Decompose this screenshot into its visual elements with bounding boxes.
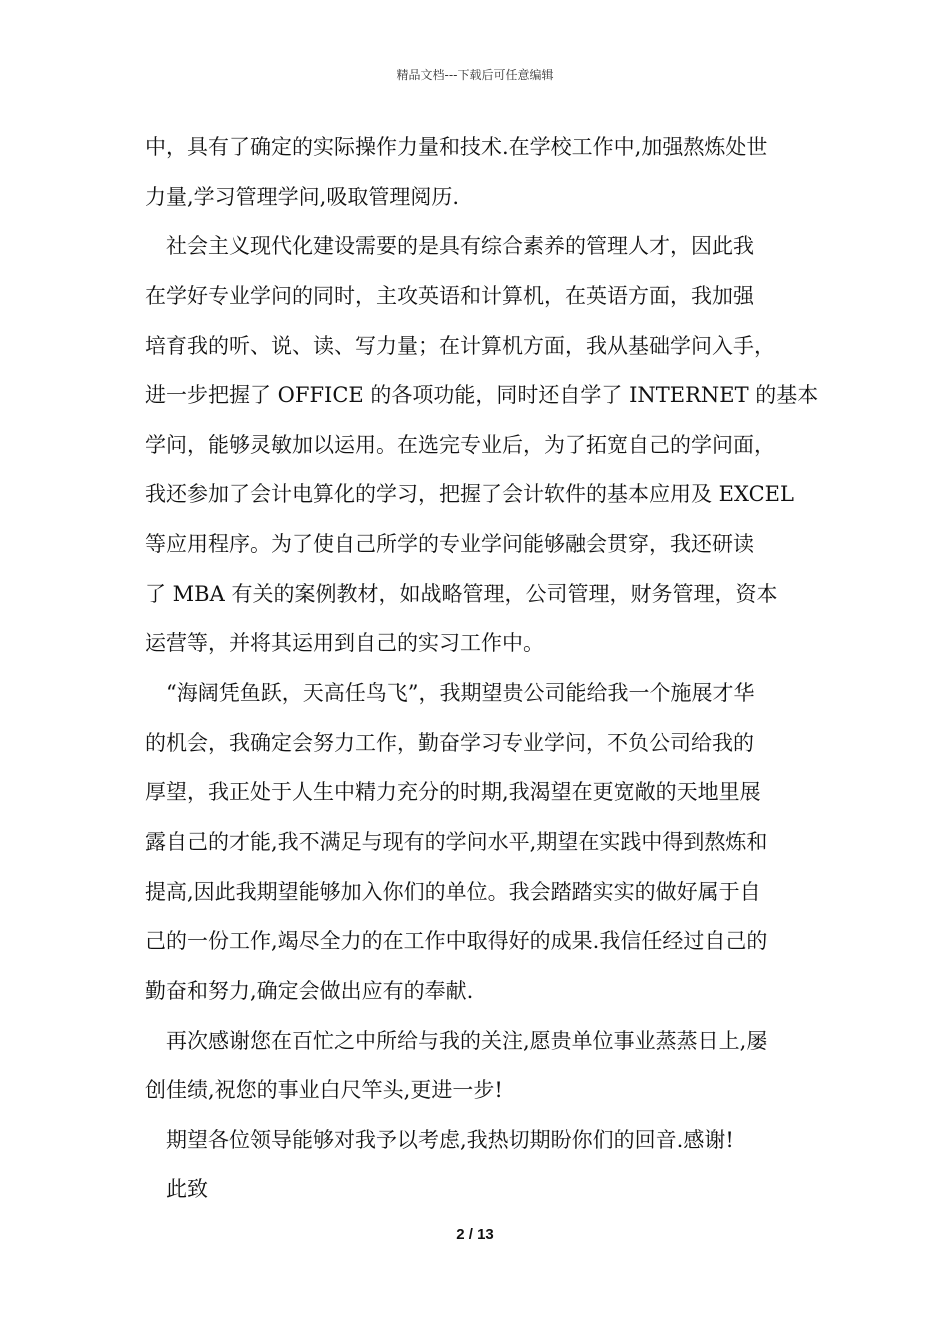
text-line: “海阔凭鱼跃，天高任鸟飞”，我期望贵公司能给我一个施展才华 <box>166 681 755 706</box>
text-line: 了 MBA 有关的案例教材，如战略管理，公司管理，财务管理，资本 <box>145 581 778 606</box>
text-line: 再次感谢您在百忙之中所给与我的关注,愿贵单位事业蒸蒸日上,屡 <box>166 1028 768 1053</box>
text-line: 培育我的听、说、读、写力量；在计算机方面，我从基础学问入手， <box>145 333 775 358</box>
text-line: 在学好专业学问的同时，主攻英语和计算机，在英语方面，我加强 <box>145 283 754 308</box>
text-line: 的机会，我确定会努力工作，勤奋学习专业学问，不负公司给我的 <box>145 730 754 755</box>
text-line: 勤奋和努力,确定会做出应有的奉献. <box>145 978 474 1003</box>
text-line: 创佳绩,祝您的事业白尺竿头,更进一步! <box>145 1078 503 1103</box>
text-line: 厚望，我正处于人生中精力充分的时期,我渴望在更宽敞的天地里展 <box>145 780 761 805</box>
text-line: 力量,学习管理学问,吸取管理阅历. <box>145 184 460 209</box>
text-line: 等应用程序。为了使自己所学的专业学问能够融会贯穿，我还研读 <box>145 532 754 557</box>
page-number: 2 / 13 <box>456 1226 494 1243</box>
text-line: 运营等，并将其运用到自己的实习工作中。 <box>145 631 544 656</box>
text-line: 己的一份工作,竭尽全力的在工作中取得好的成果.我信任经过自己的 <box>145 929 768 954</box>
text-line: 中，具有了确定的实际操作力量和技术.在学校工作中,加强熬炼处世 <box>145 135 768 159</box>
text-line: 此致 <box>166 1177 208 1202</box>
page-header: 精品文档---下载后可任意编辑 <box>396 68 554 82</box>
document-body <box>145 123 825 1215</box>
text-line: 期望各位领导能够对我予以考虑,我热切期盼你们的回音.感谢! <box>166 1127 734 1152</box>
text-line: 我还参加了会计电算化的学习，把握了会计软件的基本应用及 EXCEL <box>145 482 794 507</box>
text-line: 学问，能够灵敏加以运用。在选完专业后，为了拓宽自己的学问面， <box>145 432 775 457</box>
text-line: 进一步把握了 OFFICE 的各项功能，同时还自学了 INTERNET 的基本 <box>145 383 819 408</box>
text-line: 露自己的才能,我不满足与现有的学问水平,期望在实践中得到熬炼和 <box>145 829 768 854</box>
text-line: 社会主义现代化建设需要的是具有综合素养的管理人才，因此我 <box>166 234 754 259</box>
text-line: 提高,因此我期望能够加入你们的单位。我会踏踏实实的做好属于自 <box>145 879 761 904</box>
